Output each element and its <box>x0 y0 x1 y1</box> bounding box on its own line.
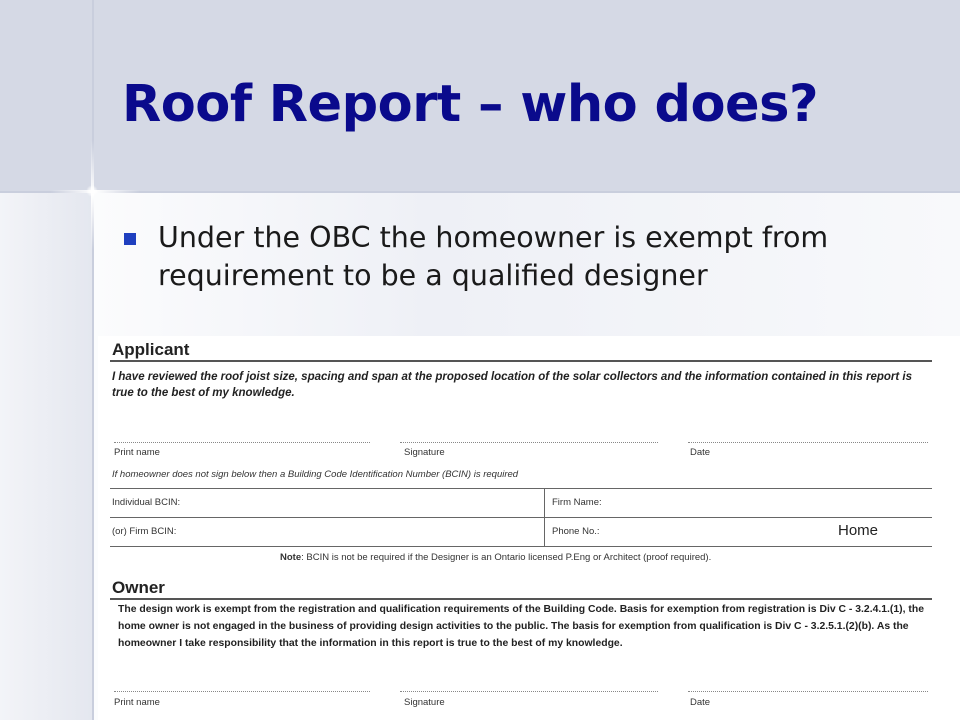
applicant-rule <box>110 360 932 362</box>
owner-date-line <box>688 691 928 692</box>
firm-name-label: Firm Name: <box>552 497 602 508</box>
bcin-note <box>280 552 711 563</box>
bcin-table-divider <box>544 488 545 546</box>
individual-bcin-label: Individual BCIN: <box>112 497 181 508</box>
owner-statement: The design work is exempt from the registration and qualification requirements of the Building Code. Basis for exemption from registration is Div C - 3.2.4.1.(1), the home owner is not engaged in the business of providing design activities to the public. The basis for exemption from qualification is Div C - 3.2.5.1.(2)(b). As the homeowner I take responsibility that the information in this report is true to the best of my knowledge. <box>118 604 924 649</box>
bcin-table-top-rule <box>110 488 932 489</box>
owner-print-name-label: Print name <box>114 697 160 708</box>
owner-signature-label: Signature <box>404 697 445 708</box>
note-text: : BCIN is not be required if the Designer is an Ontario licensed P.Eng or Architect (proof required). <box>301 552 712 563</box>
note-prefix: Note <box>280 552 302 563</box>
left-margin-strip <box>0 192 92 720</box>
owner-heading: Owner <box>112 578 165 597</box>
bullet-text: Under the OBC the homeowner is exempt from requirement to be a qualified designer <box>158 221 829 292</box>
bcin-table-bottom-rule <box>110 546 932 547</box>
bullet-square-icon <box>124 233 136 245</box>
slide-title: Roof Report – who does? <box>122 75 819 134</box>
applicant-statement: I have reviewed the roof joist size, spacing and span at the proposed location of the solar collectors and the information contained in this report is true to the best of my knowledge. <box>112 371 913 399</box>
bcin-notice: If homeowner does not sign below then a Building Code Identification Number (BCIN) is required <box>112 469 519 480</box>
vertical-accent-line <box>92 0 94 720</box>
owner-signature-line <box>400 691 658 692</box>
applicant-print-name-label: Print name <box>114 447 160 458</box>
phone-value: Home <box>838 522 879 539</box>
bcin-table-mid-rule <box>110 517 932 518</box>
applicant-signature-label: Signature <box>404 447 445 458</box>
print-name-line <box>114 442 370 443</box>
applicant-heading: Applicant <box>112 340 190 359</box>
applicant-date-label: Date <box>690 447 711 458</box>
owner-date-label: Date <box>690 697 711 708</box>
date-line <box>688 442 928 443</box>
owner-rule <box>110 598 932 600</box>
horizontal-accent-line <box>0 191 960 193</box>
phone-label: Phone No.: <box>552 526 600 537</box>
sparkle-star-icon <box>86 185 98 197</box>
roof-report-form-image <box>98 336 960 720</box>
firm-bcin-label: (or) Firm BCIN: <box>112 526 177 537</box>
owner-print-name-line <box>114 691 370 692</box>
signature-line <box>400 442 658 443</box>
